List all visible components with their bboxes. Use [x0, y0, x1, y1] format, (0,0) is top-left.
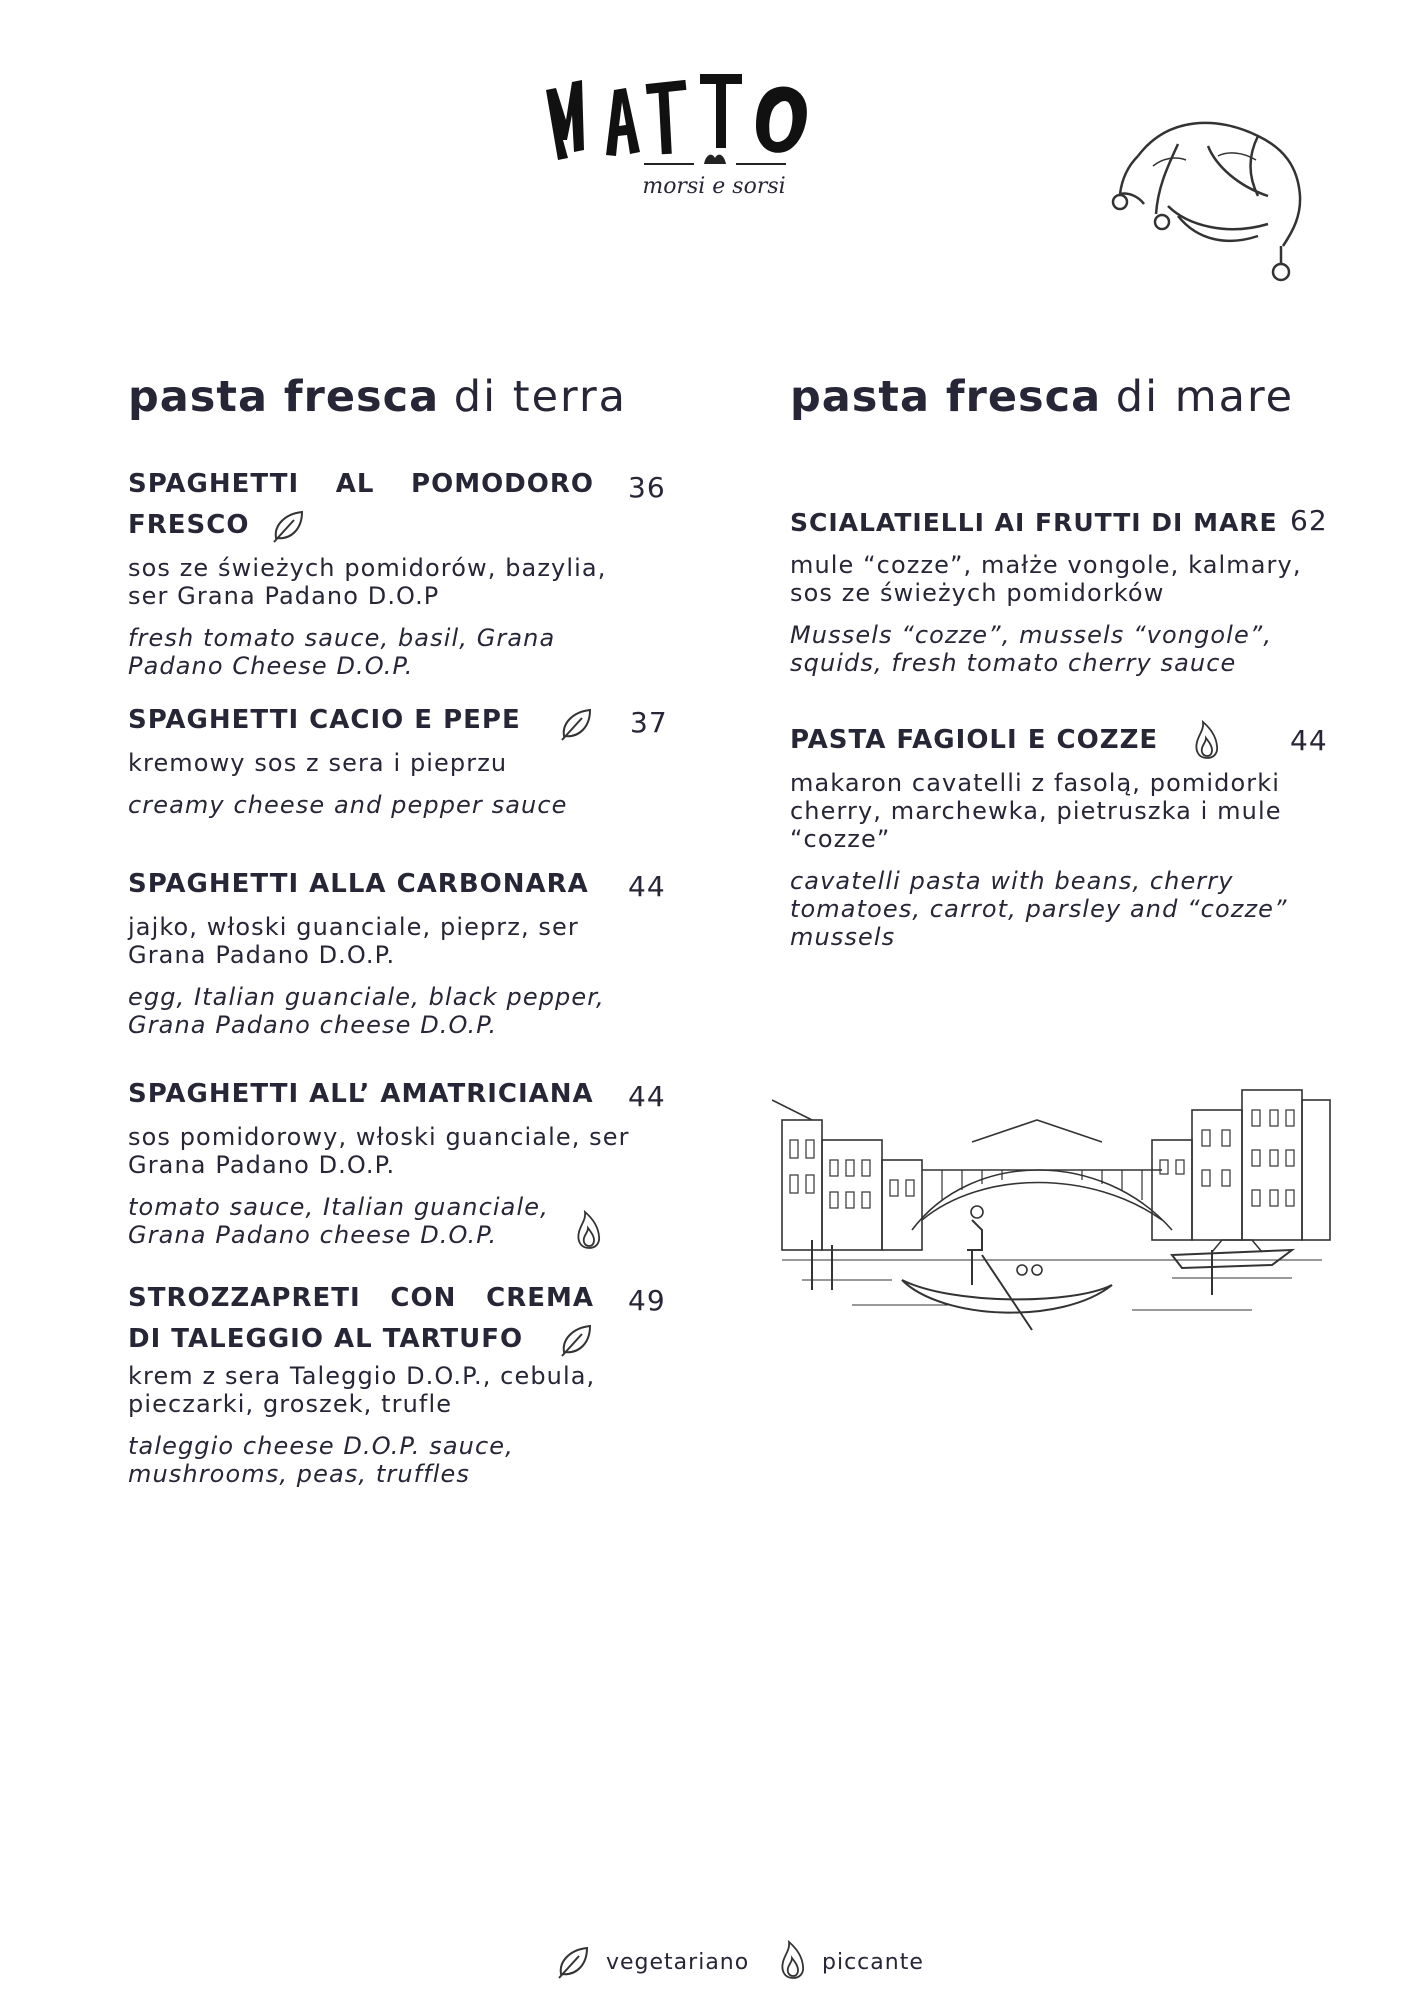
- section-title-light: di terra: [453, 372, 627, 422]
- item-description-pl: kremowy sos z sera i pieprzu: [128, 749, 508, 777]
- legend-icon-vegetarian: [555, 1944, 591, 1984]
- item-price: 49: [628, 1284, 666, 1317]
- item-description-en: fresh tomato sauce, basil, Grana Padano Cheese D.O.P.: [128, 624, 556, 680]
- menu-item: [790, 502, 1310, 677]
- item-name-line1: STROZZAPRETI CON CREMA: [128, 1283, 594, 1313]
- item-name-line2: FRESCO: [128, 510, 250, 540]
- item-price: 44: [628, 870, 666, 903]
- item-price: 44: [628, 1080, 666, 1113]
- item-description-pl: sos pomidorowy, włoski guanciale, ser Grana Padano D.O.P.: [128, 1123, 630, 1179]
- menu-item: [128, 864, 648, 1039]
- legend-label-spicy: piccante: [822, 1950, 924, 1975]
- brand-tagline: morsi e sorsi: [642, 174, 786, 199]
- flame-icon: [576, 1210, 602, 1250]
- item-name-line2: DI TALEGGIO AL TARTUFO: [128, 1324, 524, 1354]
- leaf-icon: [558, 706, 594, 742]
- leaf-icon: [558, 1322, 594, 1358]
- item-name: SCIALATIELLI AI FRUTTI DI MARE: [790, 508, 1278, 537]
- item-description-en: tomato sauce, Italian guanciale, Grana Padano cheese D.O.P.: [128, 1193, 549, 1249]
- item-price: 37: [630, 706, 668, 739]
- legend-label-vegetarian: vegetariano: [606, 1950, 750, 1975]
- item-description-pl: mule “cozze”, małże vongole, kalmary, sos ze świeżych pomidorków: [790, 551, 1302, 607]
- flame-icon: [1194, 720, 1220, 760]
- leaf-icon: [270, 508, 306, 544]
- section-title-bold: pasta fresca: [790, 372, 1102, 422]
- matto-wordmark: [540, 60, 890, 170]
- item-price: 62: [1290, 504, 1328, 537]
- item-description-en: taleggio cheese D.O.P. sauce, mushrooms, peas, truffles: [128, 1432, 514, 1488]
- item-description-en: creamy cheese and pepper sauce: [128, 791, 568, 819]
- item-description-en: egg, Italian guanciale, black pepper, Grana Padano cheese D.O.P.: [128, 983, 605, 1039]
- section-title-terra: [128, 372, 627, 422]
- section-title-light: di mare: [1115, 372, 1295, 422]
- section-title-mare: [790, 372, 1294, 422]
- item-description-pl: sos ze świeżych pomidorów, bazylia, ser Grana Padano D.O.P: [128, 554, 607, 610]
- item-price: 44: [1290, 724, 1328, 757]
- venice-rialto-bridge-illustration: [772, 1080, 1332, 1344]
- menu-item: [128, 464, 648, 680]
- item-description-pl: makaron cavatelli z fasolą, pomidorki cherry, marchewka, pietruszka i mule “cozze”: [790, 769, 1282, 853]
- item-description-pl: jajko, włoski guanciale, pieprz, ser Grana Padano D.O.P.: [128, 913, 579, 969]
- menu-item: [790, 720, 1310, 951]
- menu-item: [128, 1278, 594, 1488]
- item-name: SPAGHETTI CACIO E PEPE: [128, 705, 521, 735]
- item-name: SPAGHETTI ALL’ AMATRICIANA: [128, 1079, 594, 1109]
- brand-logo: [540, 60, 890, 220]
- item-description-pl: krem z sera Taleggio D.O.P., cebula, pieczarki, groszek, trufle: [128, 1362, 596, 1418]
- legend-icon-spicy: [780, 1940, 806, 1984]
- item-name: PASTA FAGIOLI E COZZE: [790, 725, 1159, 755]
- item-description-en: cavatelli pasta with beans, cherry tomatoes, carrot, parsley and “cozze” mussels: [790, 867, 1288, 951]
- jester-hat-icon: [1098, 96, 1308, 290]
- leaf-icon: [555, 1944, 591, 1980]
- section-title-bold: pasta fresca: [128, 372, 440, 422]
- flame-icon: [780, 1940, 806, 1980]
- item-name: SPAGHETTI ALLA CARBONARA: [128, 869, 589, 899]
- item-name-line1: SPAGHETTI AL POMODORO: [128, 469, 594, 499]
- item-price: 36: [628, 471, 666, 504]
- item-description-en: Mussels “cozze”, mussels “vongole”, squids, fresh tomato cherry sauce: [790, 621, 1273, 677]
